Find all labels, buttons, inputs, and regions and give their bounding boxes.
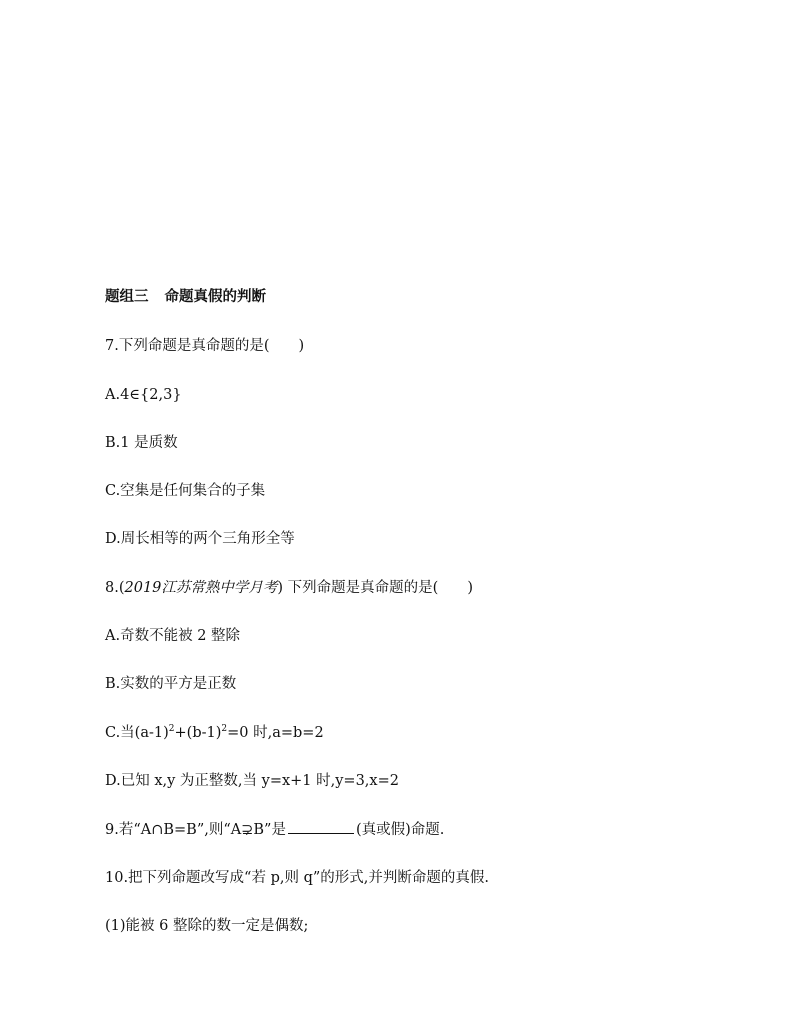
- q10-stem: 10.把下列命题改写成“若 p,则 q”的形式,并判断命题的真假.: [105, 870, 489, 886]
- q8-option-a: A.奇数不能被 2 整除: [105, 628, 241, 644]
- q7-option-b: B.1 是质数: [105, 435, 178, 451]
- q7-option-a: A.4∈{2,3}: [105, 387, 182, 403]
- q8-source: 2019江苏常熟中学月考: [124, 580, 278, 596]
- q8-number: 8.(: [105, 580, 125, 596]
- q9-stem: 9.若“A∩B=B”,则“A⊋B”是 (真或假)命题.: [105, 819, 444, 840]
- q7-option-d: D.周长相等的两个三角形全等: [105, 531, 295, 547]
- q8-stem-text: ) 下列命题是真命题的是( ): [277, 580, 473, 596]
- q10-sub1: (1)能被 6 整除的数一定是偶数;: [105, 918, 309, 934]
- q8-stem: [105, 578, 473, 598]
- section-title: 命题真假的判断: [164, 289, 266, 305]
- section-group: 题组三: [105, 289, 149, 305]
- q8-option-d: D.已知 x,y 为正整数,当 y=x+1 时,y=3,x=2: [105, 773, 399, 789]
- q7-stem: 7.下列命题是真命题的是( ): [105, 338, 305, 354]
- q8-option-b: B.实数的平方是正数: [105, 676, 237, 692]
- q8-option-c: C.当$(a-1)^2+(b-1)^2=0$ 时,a=b=2: [105, 724, 324, 741]
- answer-blank[interactable]: [288, 819, 354, 834]
- section-heading: [105, 287, 266, 307]
- q7-option-c: C.空集是任何集合的子集: [105, 483, 266, 499]
